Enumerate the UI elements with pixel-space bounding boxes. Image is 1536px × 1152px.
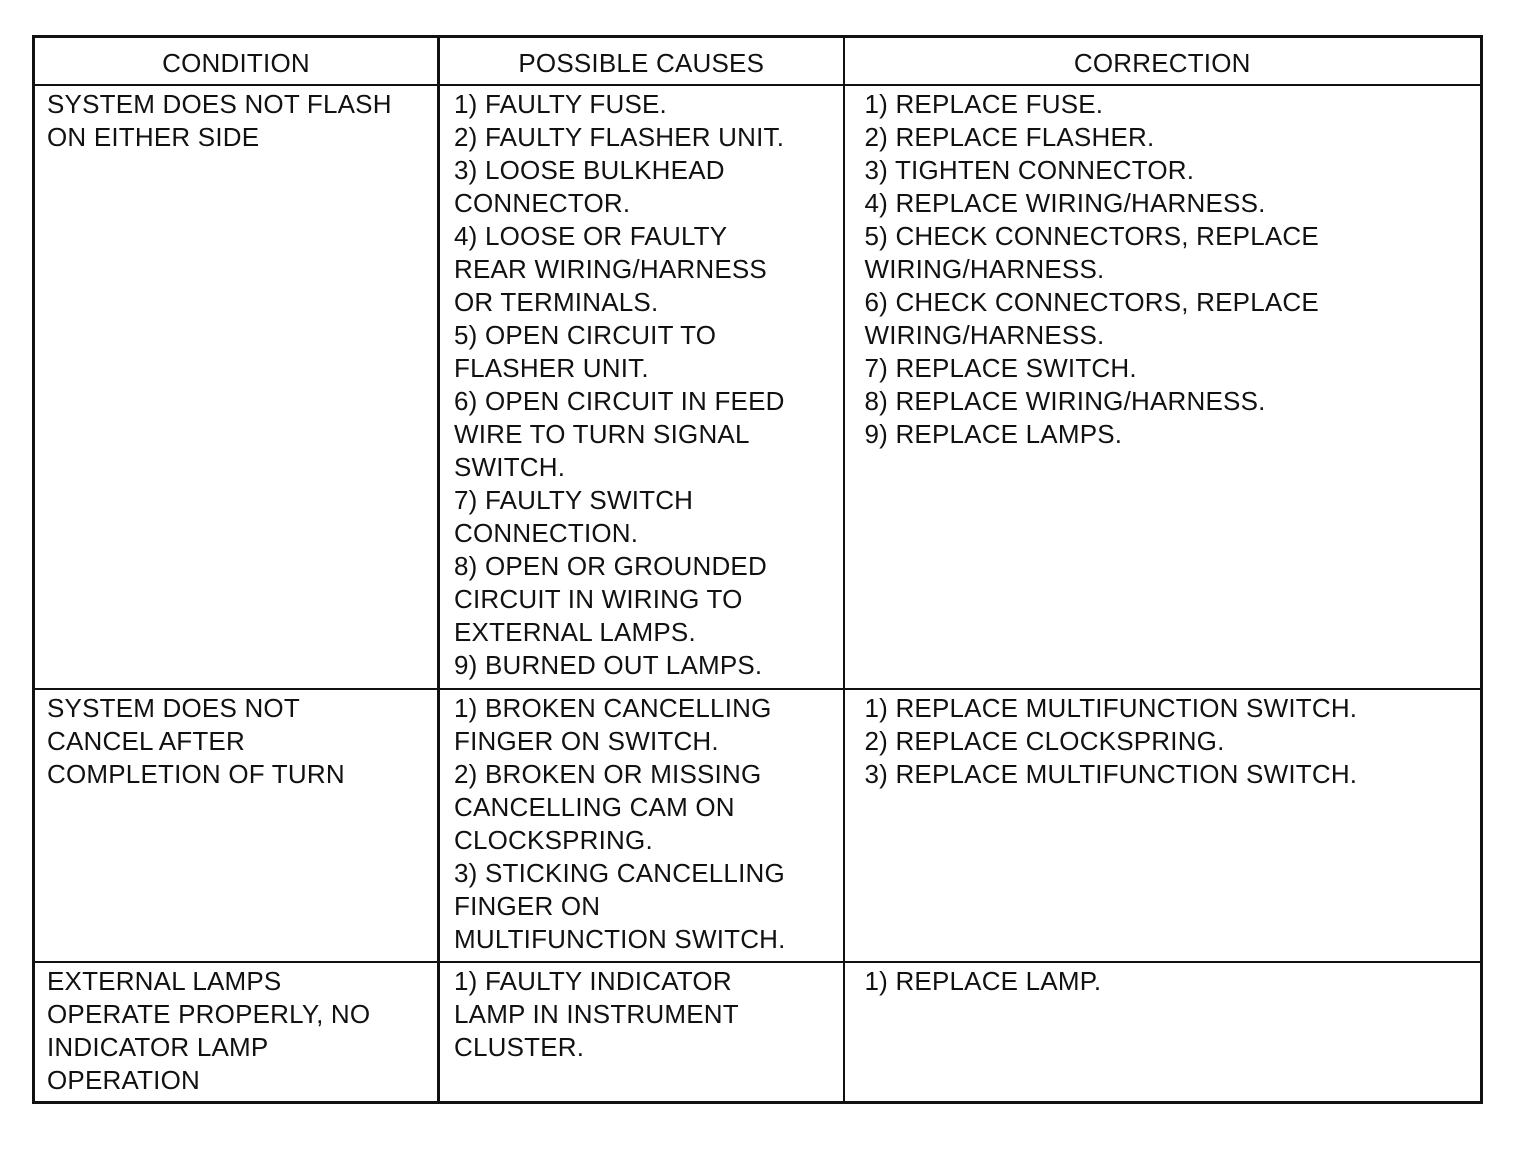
cause-line: CANCELLING CAM ON bbox=[454, 792, 735, 822]
causes-cell bbox=[439, 962, 844, 1103]
condition-line: CANCEL AFTER bbox=[47, 726, 245, 756]
correction-line: 3) TIGHTEN CONNECTOR. bbox=[864, 155, 1195, 185]
correction-line: 2) REPLACE CLOCKSPRING. bbox=[864, 726, 1225, 756]
correction-line: 2) REPLACE FLASHER. bbox=[864, 122, 1155, 152]
condition-cell bbox=[34, 962, 439, 1103]
table-row bbox=[34, 85, 1482, 689]
table-row bbox=[34, 689, 1482, 962]
cause-line: REAR WIRING/HARNESS bbox=[454, 254, 767, 284]
header-condition: CONDITION bbox=[34, 37, 439, 86]
cause-line: 6) OPEN CIRCUIT IN FEED bbox=[454, 386, 785, 416]
correction-cell bbox=[844, 962, 1482, 1103]
causes-cell bbox=[439, 85, 844, 689]
correction-line: 9) REPLACE LAMPS. bbox=[864, 419, 1123, 449]
correction-line: 8) REPLACE WIRING/HARNESS. bbox=[864, 386, 1266, 416]
cause-line: 8) OPEN OR GROUNDED bbox=[454, 551, 767, 581]
header-row bbox=[34, 37, 1482, 86]
condition-line: OPERATION bbox=[47, 1065, 201, 1095]
header-correction: CORRECTION bbox=[844, 37, 1482, 86]
cause-line: CONNECTION. bbox=[454, 518, 639, 548]
correction-line: 4) REPLACE WIRING/HARNESS. bbox=[864, 188, 1266, 218]
correction-line: 5) CHECK CONNECTORS, REPLACE bbox=[864, 221, 1319, 251]
correction-line: 7) REPLACE SWITCH. bbox=[864, 353, 1137, 383]
condition-line: SYSTEM DOES NOT bbox=[47, 693, 300, 723]
cause-line: LAMP IN INSTRUMENT bbox=[454, 999, 739, 1029]
cause-line: MULTIFUNCTION SWITCH. bbox=[454, 924, 786, 954]
cause-line: 5) OPEN CIRCUIT TO bbox=[454, 320, 717, 350]
cause-line: EXTERNAL LAMPS. bbox=[454, 617, 696, 647]
cause-line: 1) BROKEN CANCELLING bbox=[454, 693, 772, 723]
correction-line: 1) REPLACE FUSE. bbox=[864, 89, 1104, 119]
cause-line: CLUSTER. bbox=[454, 1032, 585, 1062]
cause-line: 7) FAULTY SWITCH bbox=[454, 485, 694, 515]
correction-line: WIRING/HARNESS. bbox=[864, 254, 1105, 284]
cause-line: 3) STICKING CANCELLING bbox=[454, 858, 785, 888]
condition-line: ON EITHER SIDE bbox=[47, 122, 260, 152]
cause-line: FINGER ON bbox=[454, 891, 601, 921]
condition-cell bbox=[34, 689, 439, 962]
cause-line: FINGER ON SWITCH. bbox=[454, 726, 719, 756]
causes-cell bbox=[439, 689, 844, 962]
condition-line: SYSTEM DOES NOT FLASH bbox=[47, 89, 392, 119]
diagnosis-table bbox=[32, 35, 1483, 1104]
cause-line: 2) FAULTY FLASHER UNIT. bbox=[454, 122, 785, 152]
cause-line: FLASHER UNIT. bbox=[454, 353, 649, 383]
cause-line: CIRCUIT IN WIRING TO bbox=[454, 584, 743, 614]
cause-line: 9) BURNED OUT LAMPS. bbox=[454, 650, 763, 680]
cause-line: SWITCH. bbox=[454, 452, 566, 482]
correction-cell bbox=[844, 85, 1482, 689]
correction-cell bbox=[844, 689, 1482, 962]
condition-line: INDICATOR LAMP bbox=[47, 1032, 269, 1062]
condition-line: EXTERNAL LAMPS bbox=[47, 966, 282, 996]
cause-line: 1) FAULTY FUSE. bbox=[454, 89, 667, 119]
cause-line: 4) LOOSE OR FAULTY bbox=[454, 221, 728, 251]
cause-line: WIRE TO TURN SIGNAL bbox=[454, 419, 750, 449]
cause-line: CONNECTOR. bbox=[454, 188, 631, 218]
condition-cell bbox=[34, 85, 439, 689]
header-possible-causes: POSSIBLE CAUSES bbox=[439, 37, 844, 86]
cause-line: 1) FAULTY INDICATOR bbox=[454, 966, 732, 996]
correction-line: WIRING/HARNESS. bbox=[864, 320, 1105, 350]
cause-line: 2) BROKEN OR MISSING bbox=[454, 759, 762, 789]
condition-line: COMPLETION OF TURN bbox=[47, 759, 345, 789]
cause-line: 3) LOOSE BULKHEAD bbox=[454, 155, 725, 185]
condition-line: OPERATE PROPERLY, NO bbox=[47, 999, 371, 1029]
table-row bbox=[34, 962, 1482, 1103]
correction-line: 1) REPLACE LAMP. bbox=[864, 966, 1102, 996]
cause-line: OR TERMINALS. bbox=[454, 287, 659, 317]
correction-line: 6) CHECK CONNECTORS, REPLACE bbox=[864, 287, 1319, 317]
cause-line: CLOCKSPRING. bbox=[454, 825, 653, 855]
correction-line: 1) REPLACE MULTIFUNCTION SWITCH. bbox=[864, 693, 1358, 723]
correction-line: 3) REPLACE MULTIFUNCTION SWITCH. bbox=[864, 759, 1358, 789]
